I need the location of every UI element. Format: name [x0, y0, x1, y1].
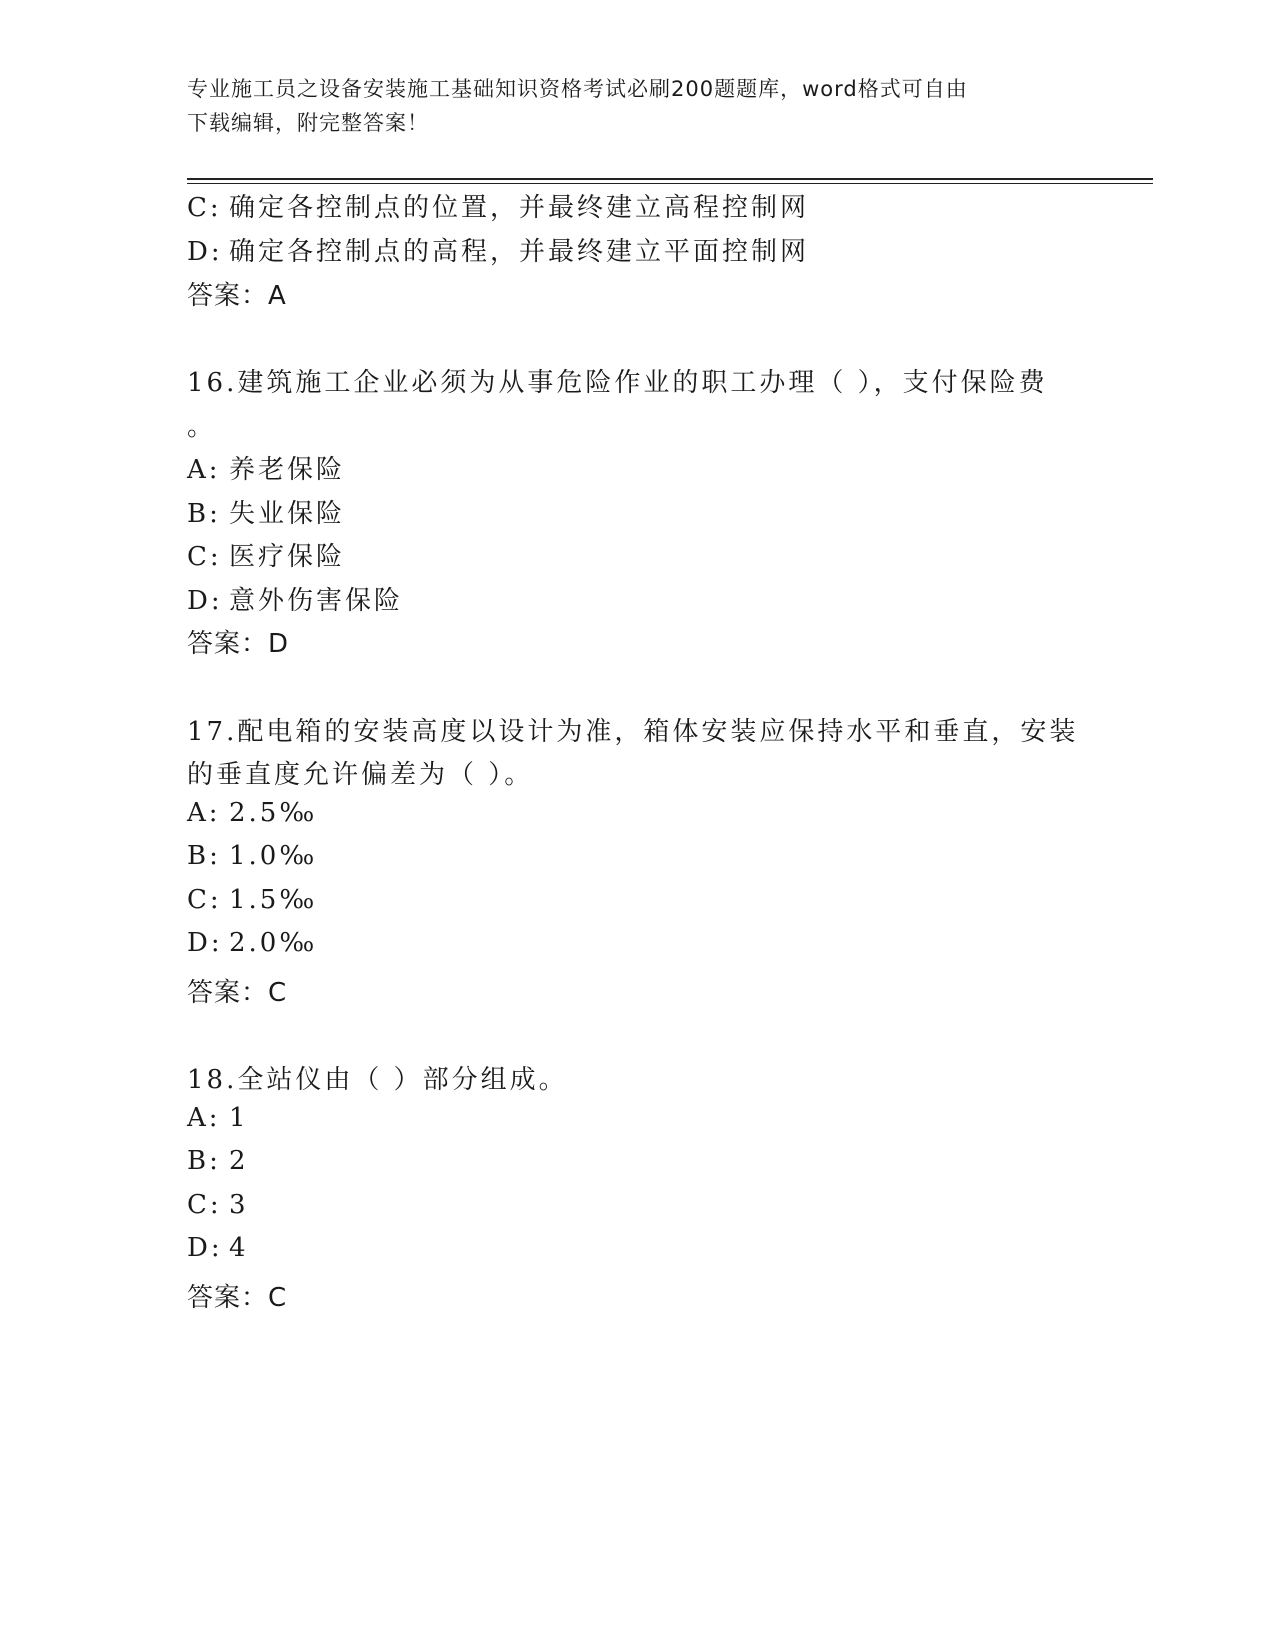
- option-letter: A:: [187, 798, 221, 828]
- question-stem-18: 18.全站仪由（ ）部分组成。: [187, 1065, 568, 1095]
- option-letter: B:: [187, 499, 221, 529]
- option-text: 意外伤害保险: [229, 586, 404, 616]
- option-letter: C:: [187, 193, 222, 223]
- header-line-1: 专业施工员之设备安装施工基础知识资格考试必刷200题题库，word格式可自由: [187, 77, 968, 101]
- option-letter: D:: [187, 586, 223, 616]
- question-stem-17-cont: 的垂直度允许偏差为（ ）。: [187, 760, 534, 790]
- question-stem-16: 16.建筑施工企业必须为从事危险作业的职工办理（ ），支付保险费: [187, 368, 1048, 398]
- option-b: [187, 493, 345, 530]
- option-letter: B:: [187, 1146, 221, 1176]
- option-text: 养老保险: [229, 455, 346, 485]
- option-text: 3: [229, 1190, 249, 1220]
- option-d: [187, 231, 809, 268]
- option-text: 1: [229, 1103, 249, 1133]
- option-d: [187, 580, 403, 617]
- option-letter: D:: [187, 1233, 223, 1263]
- option-letter: C:: [187, 542, 222, 572]
- option-text: 失业保险: [229, 499, 346, 529]
- option-c: [187, 885, 317, 915]
- answer-line: 答案：C: [187, 1283, 288, 1313]
- answer-line: 答案：C: [187, 978, 288, 1008]
- option-text: 2.0‰: [229, 928, 318, 958]
- option-text: 确定各控制点的高程，并最终建立平面控制网: [229, 237, 810, 267]
- option-b: [187, 1146, 249, 1176]
- question-stem-17: 17.配电箱的安装高度以设计为准，箱体安装应保持水平和垂直，安装: [187, 717, 1079, 747]
- option-letter: C:: [187, 1190, 222, 1220]
- header-divider-bottom: [187, 183, 1153, 184]
- header-line-2: 下载编辑，附完整答案！: [187, 111, 429, 135]
- option-letter: A:: [187, 455, 221, 485]
- option-d: [187, 1233, 249, 1263]
- option-a: [187, 1103, 249, 1133]
- option-a: [187, 449, 345, 486]
- answer-line: 答案：D: [187, 629, 290, 659]
- option-text: 1.0‰: [229, 841, 318, 871]
- question-stem-16-cont: 。: [187, 412, 217, 442]
- option-text: 2.5‰: [229, 798, 318, 828]
- option-c: [187, 1190, 249, 1220]
- option-text: 2: [229, 1146, 249, 1176]
- option-d: [187, 928, 317, 958]
- option-text: 1.5‰: [229, 885, 318, 915]
- option-c: [187, 187, 809, 224]
- option-letter: D:: [187, 928, 223, 958]
- answer-line: 答案：A: [187, 281, 287, 311]
- header-divider-top: [187, 178, 1153, 180]
- option-letter: C:: [187, 885, 222, 915]
- option-letter: B:: [187, 841, 221, 871]
- option-b: [187, 841, 317, 871]
- option-a: [187, 798, 317, 828]
- option-letter: D:: [187, 237, 223, 267]
- option-letter: A:: [187, 1103, 221, 1133]
- option-text: 医疗保险: [229, 542, 346, 572]
- document-header: [187, 72, 1067, 140]
- option-text: 确定各控制点的位置，并最终建立高程控制网: [229, 193, 810, 223]
- option-text: 4: [229, 1233, 249, 1263]
- option-c: [187, 536, 345, 573]
